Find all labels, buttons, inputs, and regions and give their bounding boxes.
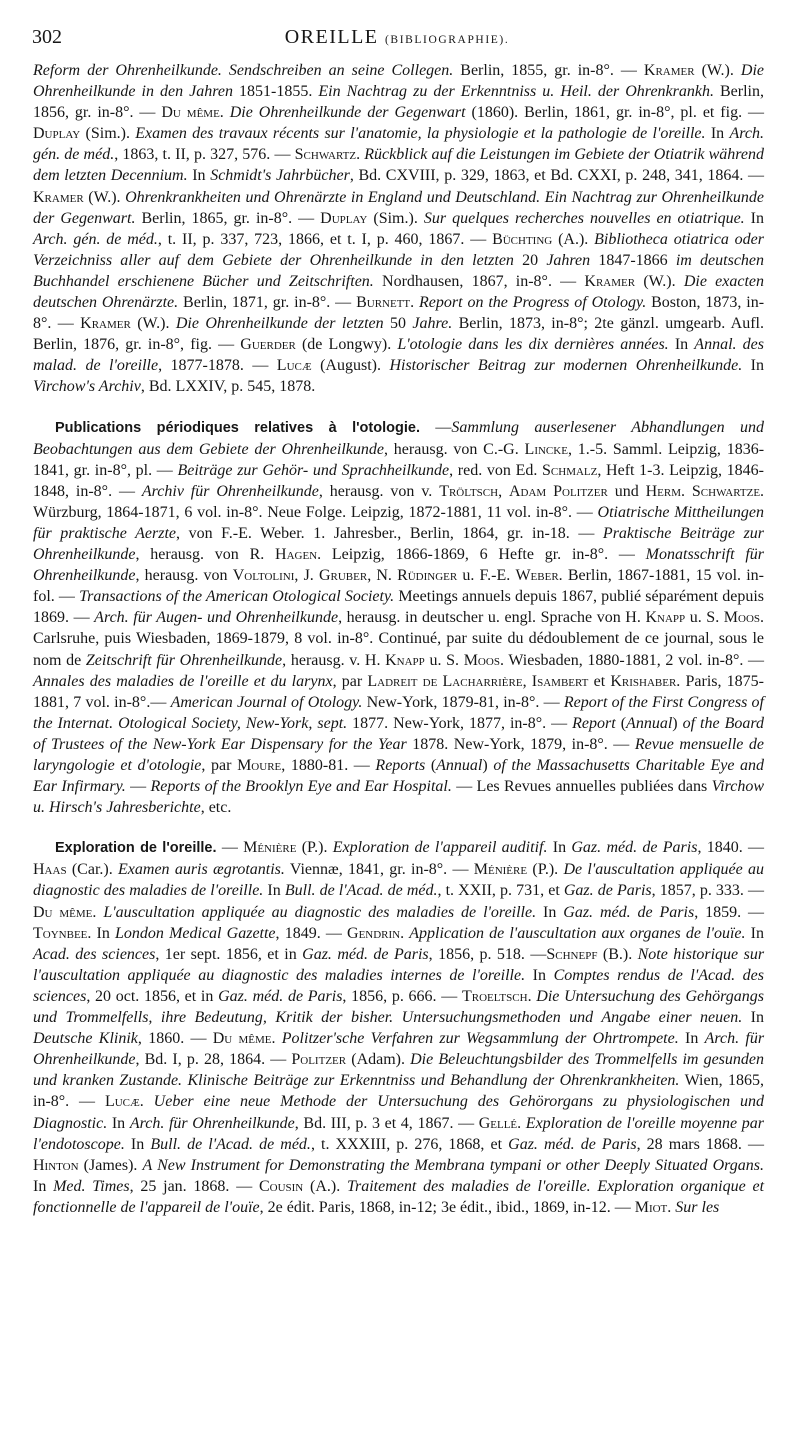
citation-text: , 28 mars 1868. — bbox=[636, 1135, 765, 1153]
title-text: Annual bbox=[626, 714, 673, 732]
citation-text: (1860). Berlin, 1861, gr. in-8°, pl. et fig. — bbox=[465, 104, 765, 122]
citation-text: Viennæ, 1841, gr. in-8°. — bbox=[284, 861, 474, 879]
citation-text: Boston, 1873, in-8°. — bbox=[33, 294, 765, 333]
citation-text: (Sim.). bbox=[367, 209, 424, 227]
citation-text: (W.). bbox=[130, 315, 176, 333]
author-name: Du même bbox=[161, 104, 220, 122]
citation-text: . Leipzig, 1866-1869, 6 Hefte gr. in-8°. — bbox=[317, 546, 646, 564]
author-name: Schwartz bbox=[294, 146, 357, 164]
title-text: Virchow u. Hirsch's Jahresberichte bbox=[33, 778, 765, 817]
author-name: Hinton bbox=[33, 1156, 79, 1174]
title-text: Traitement des maladies de l'oreille. Exploration organique et fonctionnelle de l'appareil de l'ouïe bbox=[33, 1177, 765, 1216]
author-name: Kramer bbox=[643, 62, 695, 79]
citation-text: u. S. bbox=[424, 651, 464, 669]
citation-text: (Car.). bbox=[66, 861, 119, 879]
citation-text: In bbox=[536, 903, 564, 921]
citation-text: ( bbox=[615, 714, 627, 732]
author-name: Lincke bbox=[524, 440, 568, 458]
author-name: Krishaber bbox=[610, 672, 677, 690]
author-name: Lucæ bbox=[104, 1093, 140, 1111]
author-name: Toynbee bbox=[33, 924, 88, 942]
author-name: Gellé bbox=[478, 1114, 518, 1132]
citation-text: . In bbox=[87, 924, 116, 942]
citation-text: 50 bbox=[383, 315, 413, 333]
author-name: Du même bbox=[212, 1030, 272, 1048]
title-text: Report of the First Congress of the Internat. Otological Society, New-York, sept. bbox=[33, 693, 764, 732]
title-text: Note historique sur l'auscultation appliquée au diagnostic des maladies internes de l'oreille. bbox=[33, 945, 765, 984]
title-text: Exploration de l'oreille moyenne par l'endotoscope. bbox=[33, 1114, 765, 1153]
citation-text: . Paris, 1875-1881, 7 vol. in-8°.— bbox=[33, 672, 765, 711]
title-text: Annal. des malad. de l'oreille bbox=[33, 336, 764, 375]
citation-text: Berlin, 1873, in-8°; 2te gänzl. umgearb. Aufl. Berlin, 1876, gr. in-8°, fig. — bbox=[33, 315, 765, 354]
author-name: Weber bbox=[515, 567, 559, 585]
section-heading: Exploration de l'oreille. bbox=[55, 840, 217, 857]
title-text: Arch. für Ohrenheilkunde bbox=[129, 1114, 295, 1132]
title-text: Virchow's Archiv bbox=[33, 378, 141, 396]
citation-text: 1847-1866 bbox=[590, 251, 676, 269]
citation-text: ) bbox=[672, 714, 683, 732]
title-text: Ueber eine neue Methode der Untersuchung des Gehörorgans zu physiologischen und Diagnostic. bbox=[33, 1093, 765, 1132]
citation-text: 1878. New-York, 1879, in-8°. — bbox=[406, 735, 635, 753]
running-title-sub: (BIBLIOGRAPHIE). bbox=[385, 34, 510, 46]
author-name: Lucæ bbox=[276, 357, 312, 375]
citation-text: Wien, 1865, in-8°. — bbox=[33, 1072, 765, 1111]
title-text: Annual bbox=[436, 757, 483, 774]
author-name: Du même bbox=[33, 903, 93, 921]
title-text: Beiträge zur Gehör- und Sprachheilkunde bbox=[177, 461, 450, 479]
citation-text: , 1849. — bbox=[275, 924, 348, 942]
author-name: Voltolini bbox=[232, 567, 295, 585]
citation-text: et bbox=[588, 672, 611, 690]
running-header bbox=[32, 26, 762, 54]
citation-text: — bbox=[419, 418, 452, 436]
title-text: Gaz. méd. de Paris bbox=[571, 839, 698, 857]
title-text: Rückblick auf die Leistungen im Gebiete der Otiatrik während dem letzten Decennium. bbox=[33, 146, 765, 185]
citation-text: , 1860. — bbox=[137, 1030, 213, 1048]
citation-text: In bbox=[742, 357, 765, 375]
citation-text: In bbox=[263, 882, 285, 900]
title-text: Schmidt's Jahrbücher bbox=[210, 167, 350, 185]
author-name: Guerder bbox=[240, 336, 296, 354]
citation-text: Nordhausen, 1867, in-8°. — bbox=[373, 272, 585, 290]
title-text: Bibliotheca otiatrica oder Verzeichniss aller auf dem Gebiete der Ohrenheilkunde in den letzten bbox=[33, 230, 764, 269]
citation-text: (August). bbox=[311, 357, 390, 375]
citation-text: . Wiesbaden, 1880-1881, 2 vol. in-8°. — bbox=[499, 651, 765, 669]
citation-text: , Bd. III, p. 3 et 4, 1867. — bbox=[294, 1114, 479, 1132]
citation-text: In bbox=[33, 1177, 54, 1195]
title-text: Annales des maladies de l'oreille et du larynx bbox=[33, 672, 333, 690]
running-title-main: OREILLE bbox=[284, 26, 379, 48]
citation-text: , Bd. LXXIV, p. 545, 1878. bbox=[140, 378, 316, 396]
citation-text: — bbox=[125, 778, 151, 796]
citation-text: Meetings annuels depuis 1867, publié séparément depuis 1869. — bbox=[33, 588, 765, 627]
citation-text: , par bbox=[332, 672, 368, 690]
author-name: Büchting bbox=[492, 230, 553, 248]
citation-text: , 1856, p. 518. — bbox=[428, 945, 547, 963]
citation-text: Berlin, 1871, gr. in-8°. — bbox=[178, 294, 357, 312]
citation-text: , bbox=[522, 672, 532, 690]
title-text: Reports of the Brooklyn Eye and Ear Hospital. bbox=[150, 778, 452, 796]
author-name: Adam Politzer bbox=[508, 482, 608, 500]
citation-text: . Carlsruhe, puis Wiesbaden, 1869-1879, 8 vol. in-8°. Continué, par suite du dédoublement de ce journal, sous le nom de bbox=[33, 609, 765, 669]
title-text: Otiatrische Mittheilungen für praktische Aerzte bbox=[33, 503, 765, 542]
citation-text: 20 bbox=[513, 251, 547, 269]
author-name: Burnett bbox=[356, 294, 411, 312]
citation-text: , t. II, p. 337, 723, 1866, et t. I, p. 460, 1867. — bbox=[157, 230, 493, 248]
citation-text: , J. bbox=[294, 567, 319, 585]
citation-text: In bbox=[525, 966, 554, 984]
bibliography-body bbox=[33, 60, 764, 1218]
citation-text: , Heft 1-3. Leipzig, 1846-1848, in-8°. — bbox=[33, 461, 765, 500]
citation-text: , herausg. v. H. bbox=[282, 651, 386, 669]
citation-text: , herausg. von R. bbox=[135, 546, 276, 564]
title-text: Die exacten deutschen Ohrenärzte. bbox=[33, 272, 765, 312]
title-text: Arch. für Ohrenheilkunde bbox=[33, 1030, 765, 1069]
author-name: Ménière bbox=[243, 839, 297, 857]
title-text: Revue mensuelle de laryngologie et d'otologie bbox=[33, 735, 765, 774]
author-name: Hagen bbox=[275, 546, 318, 564]
author-name: Moos bbox=[463, 651, 500, 669]
citation-text: . bbox=[527, 987, 537, 1005]
citation-text: (A.). bbox=[552, 230, 595, 248]
title-text: Sur les bbox=[675, 1198, 720, 1216]
title-text: of the Massachusetts Charitable Eye and Ear Infirmary. bbox=[33, 757, 765, 796]
citation-text: (P.). bbox=[296, 839, 333, 857]
title-text: Die Ohrenheilkunde der Gegenwart bbox=[229, 104, 466, 122]
title-text: Reports bbox=[375, 757, 426, 774]
citation-text: , 1859. — bbox=[694, 903, 765, 921]
citation-text: , t. XXXIII, p. 276, 1868, et bbox=[310, 1135, 509, 1153]
citation-text: . Würzburg, 1864-1871, 6 vol. in-8°. Neue Folge. Leipzig, 1872-1881, 11 vol. in-8°. — bbox=[33, 482, 765, 521]
title-text: Historischer Beitrag zur modernen Ohrenheilkunde. bbox=[389, 357, 743, 375]
citation-text: In bbox=[745, 924, 765, 942]
citation-text: (Adam). bbox=[346, 1051, 411, 1069]
title-text: Die Ohrenheilkunde in den Jahren bbox=[33, 62, 764, 101]
title-text: American Journal of Otology. bbox=[170, 693, 363, 711]
citation-text: , Bd. I, p. 28, 1864. — bbox=[135, 1051, 292, 1069]
citation-text: ( bbox=[425, 757, 437, 774]
author-name: Ménière bbox=[473, 861, 528, 879]
paragraph-periodicals bbox=[33, 417, 764, 819]
citation-text: (James). bbox=[78, 1156, 143, 1174]
citation-text: , 1877-1878. — bbox=[158, 357, 277, 375]
citation-text: . bbox=[667, 1198, 676, 1216]
citation-text: In bbox=[678, 1030, 705, 1048]
author-name: Kramer bbox=[33, 188, 84, 206]
citation-text: , 20 oct. 1856, et in bbox=[86, 987, 219, 1005]
title-text: Die Untersuchung des Gehörgangs und Trommelfells, ihre Bedeutung, Kritik der bisher. Untersuchungsmethoden und Angabe einer neuen. bbox=[33, 987, 765, 1027]
citation-text: (A.). bbox=[303, 1177, 347, 1195]
citation-text: . bbox=[219, 104, 230, 122]
citation-text: . bbox=[271, 1030, 282, 1048]
title-text: A New Instrument for Demonstrating the Membrana tympani or other Deeply Situated Organs. bbox=[142, 1156, 765, 1174]
title-text: Ohrenkrankheiten und Ohrenärzte in England und Deutschland. Ein Nachtrag zur Ohrenheilkunde der Gegenwart. bbox=[33, 188, 764, 227]
citation-text: , red. von Ed. bbox=[449, 461, 543, 479]
author-name: Kramer bbox=[584, 272, 636, 290]
author-name: Herm. Schwartze bbox=[645, 482, 761, 500]
author-name: Duplay bbox=[320, 209, 368, 227]
title-text: Arch. gén. de méd. bbox=[33, 230, 158, 248]
title-text: Zeitschrift für Ohrenheilkunde bbox=[85, 651, 283, 669]
citation-text: u. F.-E. bbox=[457, 567, 516, 585]
author-name: Miot bbox=[634, 1198, 668, 1216]
author-name: Rüdinger bbox=[397, 567, 458, 585]
author-name: Isambert bbox=[531, 672, 589, 690]
citation-text: In bbox=[124, 1135, 151, 1153]
citation-text: , 1.-5. Samml. Leipzig, 1836-1841, gr. in-8°, pl. — bbox=[33, 440, 765, 479]
citation-text: In bbox=[547, 839, 572, 857]
author-name: Duplay bbox=[33, 125, 81, 143]
title-text: Gaz. méd. de Paris bbox=[218, 987, 343, 1005]
citation-text: , 1856, p. 666. — bbox=[342, 987, 462, 1005]
citation-text: . bbox=[139, 1093, 154, 1111]
title-text: Med. Times bbox=[53, 1177, 130, 1195]
citation-text: , herausg. von C.-G. bbox=[384, 440, 525, 458]
title-text: Examen auris ægrotantis. bbox=[118, 861, 285, 879]
citation-text: . Berlin, 1867-1881, 15 vol. in-fol. — bbox=[33, 567, 764, 606]
title-text: Sammlung auserlesener Abhandlungen und Beobachtungen aus dem Gebiete der Ohrenheilkunde bbox=[33, 418, 765, 458]
citation-text: Berlin, 1865, gr. in-8°. — bbox=[135, 209, 321, 227]
author-name: Moos bbox=[723, 609, 761, 627]
author-name: Moure bbox=[237, 757, 282, 774]
title-text: London Medical Gazette bbox=[115, 924, 276, 942]
citation-text: In bbox=[187, 167, 211, 185]
citation-text: , 2e édit. Paris, 1868, in-12; 3e édit., ibid., 1869, in-12. — bbox=[259, 1198, 635, 1216]
citation-text: . bbox=[356, 146, 365, 164]
citation-text: und bbox=[607, 482, 646, 500]
title-text: Examen des travaux récents sur l'anatomie, la physiologie et la pathologie de l'oreille. bbox=[135, 125, 706, 143]
author-name: Cousin bbox=[258, 1177, 304, 1195]
citation-text: . bbox=[92, 903, 104, 921]
title-text: De l'auscultation appliquée au diagnostic des maladies de l'oreille. bbox=[33, 861, 765, 900]
citation-text: , t. XXII, p. 731, et bbox=[437, 882, 564, 900]
author-name: Schnepf bbox=[546, 945, 598, 963]
author-name: Troeltsch bbox=[461, 987, 528, 1005]
author-name: Schmalz bbox=[542, 461, 598, 479]
citation-text: (W.). bbox=[635, 272, 684, 290]
section-heading: Publications périodiques relatives à l'otologie. bbox=[55, 419, 420, 436]
title-text: Gaz. méd. de Paris bbox=[508, 1135, 637, 1153]
title-text: Report on the Progress of Otology. bbox=[419, 294, 647, 312]
citation-text: In bbox=[107, 1114, 130, 1132]
title-text: L'otologie dans les dix dernières années. bbox=[397, 336, 669, 354]
title-text: Transactions of the American Otological Society. bbox=[79, 588, 395, 606]
citation-text: , 1857, p. 333. — bbox=[651, 882, 765, 900]
title-text: Report bbox=[572, 714, 616, 732]
author-name: Tröltsch bbox=[439, 482, 499, 500]
citation-text: — Les Revues annuelles publiées dans bbox=[451, 778, 712, 796]
citation-text: . bbox=[400, 924, 410, 942]
citation-text: New-York, 1879-81, in-8°. — bbox=[362, 693, 564, 711]
title-text: Reform der Ohrenheilkunde. Sendschreiben an seine Collegen. bbox=[33, 62, 454, 79]
citation-text: — bbox=[216, 839, 244, 857]
citation-text: , par bbox=[201, 757, 238, 774]
paragraph-exploration bbox=[33, 837, 764, 1218]
citation-text: , 1880-81. — bbox=[281, 757, 376, 774]
running-title bbox=[32, 26, 762, 49]
title-text: im deutschen Buchhandel erschienene Bücher und Zeitschriften. bbox=[33, 251, 765, 290]
citation-text: u. S. bbox=[685, 609, 724, 627]
citation-text: , von F.-E. Weber. 1. Jahresber., Berlin, 1864, gr. in-18. — bbox=[176, 524, 603, 542]
author-name: Knapp bbox=[385, 651, 425, 669]
citation-text: 1851-1855. bbox=[232, 83, 319, 101]
title-text: Arch. für Augen- und Ohrenheilkunde bbox=[94, 609, 339, 627]
author-name: Knapp bbox=[645, 609, 686, 627]
title-text: Gaz. méd. de Paris bbox=[302, 945, 429, 963]
citation-text: 1877. New-York, 1877, in-8°. — bbox=[347, 714, 573, 732]
author-name: Politzer bbox=[291, 1051, 347, 1069]
citation-text: In bbox=[744, 209, 765, 227]
citation-text: Berlin, 1856, gr. in-8°. — bbox=[33, 83, 764, 122]
citation-text: (W.). bbox=[694, 62, 741, 79]
title-text: Acad. des sciences bbox=[33, 945, 156, 963]
citation-text: , bbox=[498, 482, 509, 500]
title-text: Sur quelques recherches nouvelles en otiatrique. bbox=[423, 209, 745, 227]
title-text: Arch. gén. de méd. bbox=[33, 125, 765, 164]
citation-text: , herausg. von v. bbox=[318, 482, 440, 500]
title-text: Gaz. méd. de Paris bbox=[563, 903, 695, 921]
title-text: Politzer'sche Verfahren zur Wegsammlung der Ohrtrompete. bbox=[281, 1030, 679, 1048]
citation-text: , Bd. CXVIII, p. 329, 1863, et Bd. CXXI, p. 248, 341, 1864. — bbox=[349, 167, 765, 185]
title-text: of the Board of Trustees of the New-York Ear Dispensary for the Year bbox=[33, 714, 765, 753]
author-name: Gendrin bbox=[347, 924, 401, 942]
page-number: 302 bbox=[32, 26, 62, 48]
title-text: Ein Nachtrag zu der Erkenntniss u. Heil. der Ohrenkrankh. bbox=[318, 83, 714, 101]
citation-text: (de Longwy). bbox=[295, 336, 398, 354]
citation-text: . bbox=[517, 1114, 526, 1132]
title-text: Jahre. bbox=[412, 315, 453, 333]
paragraph-reviews bbox=[33, 60, 764, 398]
citation-text: In bbox=[705, 125, 730, 143]
title-text: Comptes rendus de l'Acad. des sciences bbox=[33, 966, 765, 1005]
citation-text: , etc. bbox=[200, 799, 232, 817]
title-text: Bull. de l'Acad. de méd. bbox=[284, 882, 438, 900]
title-text: Deutsche Klinik bbox=[33, 1030, 138, 1048]
citation-text: (Sim.). bbox=[80, 125, 136, 143]
title-text: Praktische Beiträge zur Ohrenheilkunde bbox=[33, 524, 765, 564]
title-text: Bull. de l'Acad. de méd. bbox=[150, 1135, 311, 1153]
author-name: Kramer bbox=[80, 315, 131, 333]
citation-text: , 1863, t. II, p. 327, 576. — bbox=[114, 146, 295, 164]
citation-text: , N. bbox=[367, 567, 398, 585]
citation-text: (B.). bbox=[597, 945, 638, 963]
title-text: Application de l'auscultation aux organes de l'ouïe. bbox=[409, 924, 746, 942]
title-text: L'auscultation appliquée au diagnostic des maladies de l'oreille. bbox=[103, 903, 537, 921]
author-name: Ladreit de Lacharrière bbox=[367, 672, 523, 690]
title-text: Archiv für Ohrenheilkunde bbox=[141, 482, 319, 500]
citation-text: In bbox=[668, 336, 695, 354]
citation-text: , 1840. — bbox=[697, 839, 765, 857]
citation-text: , herausg. von bbox=[135, 567, 233, 585]
title-text: Jahren bbox=[546, 251, 591, 269]
title-text: Monatsschrift für Ohrenheilkunde bbox=[33, 546, 765, 585]
author-name: Gruber bbox=[318, 567, 368, 585]
title-text: Exploration de l'appareil auditif. bbox=[332, 839, 548, 857]
citation-text: . bbox=[410, 294, 420, 312]
title-text: Gaz. de Paris bbox=[563, 882, 652, 900]
citation-text: , herausg. in deutscher u. engl. Sprache von H. bbox=[338, 609, 646, 627]
citation-text: , 25 jan. 1868. — bbox=[129, 1177, 259, 1195]
citation-text: , 1er sept. 1856, et in bbox=[155, 945, 303, 963]
title-text: Die Beleuchtungsbilder des Trommelfells im gesunden und kranken Zustande. Klinische Beiträge zur Erkenntniss und Behandlung der Ohrenkrankheiten. bbox=[33, 1051, 764, 1090]
author-name: Haas bbox=[33, 861, 67, 879]
citation-text: ) bbox=[482, 757, 494, 774]
citation-text: In bbox=[742, 1009, 765, 1027]
citation-text: (P.). bbox=[527, 861, 564, 879]
title-text: Die Ohrenheilkunde der letzten bbox=[175, 315, 384, 333]
citation-text: (W.). bbox=[83, 188, 126, 206]
citation-text: Berlin, 1855, gr. in-8°. — bbox=[453, 62, 644, 79]
